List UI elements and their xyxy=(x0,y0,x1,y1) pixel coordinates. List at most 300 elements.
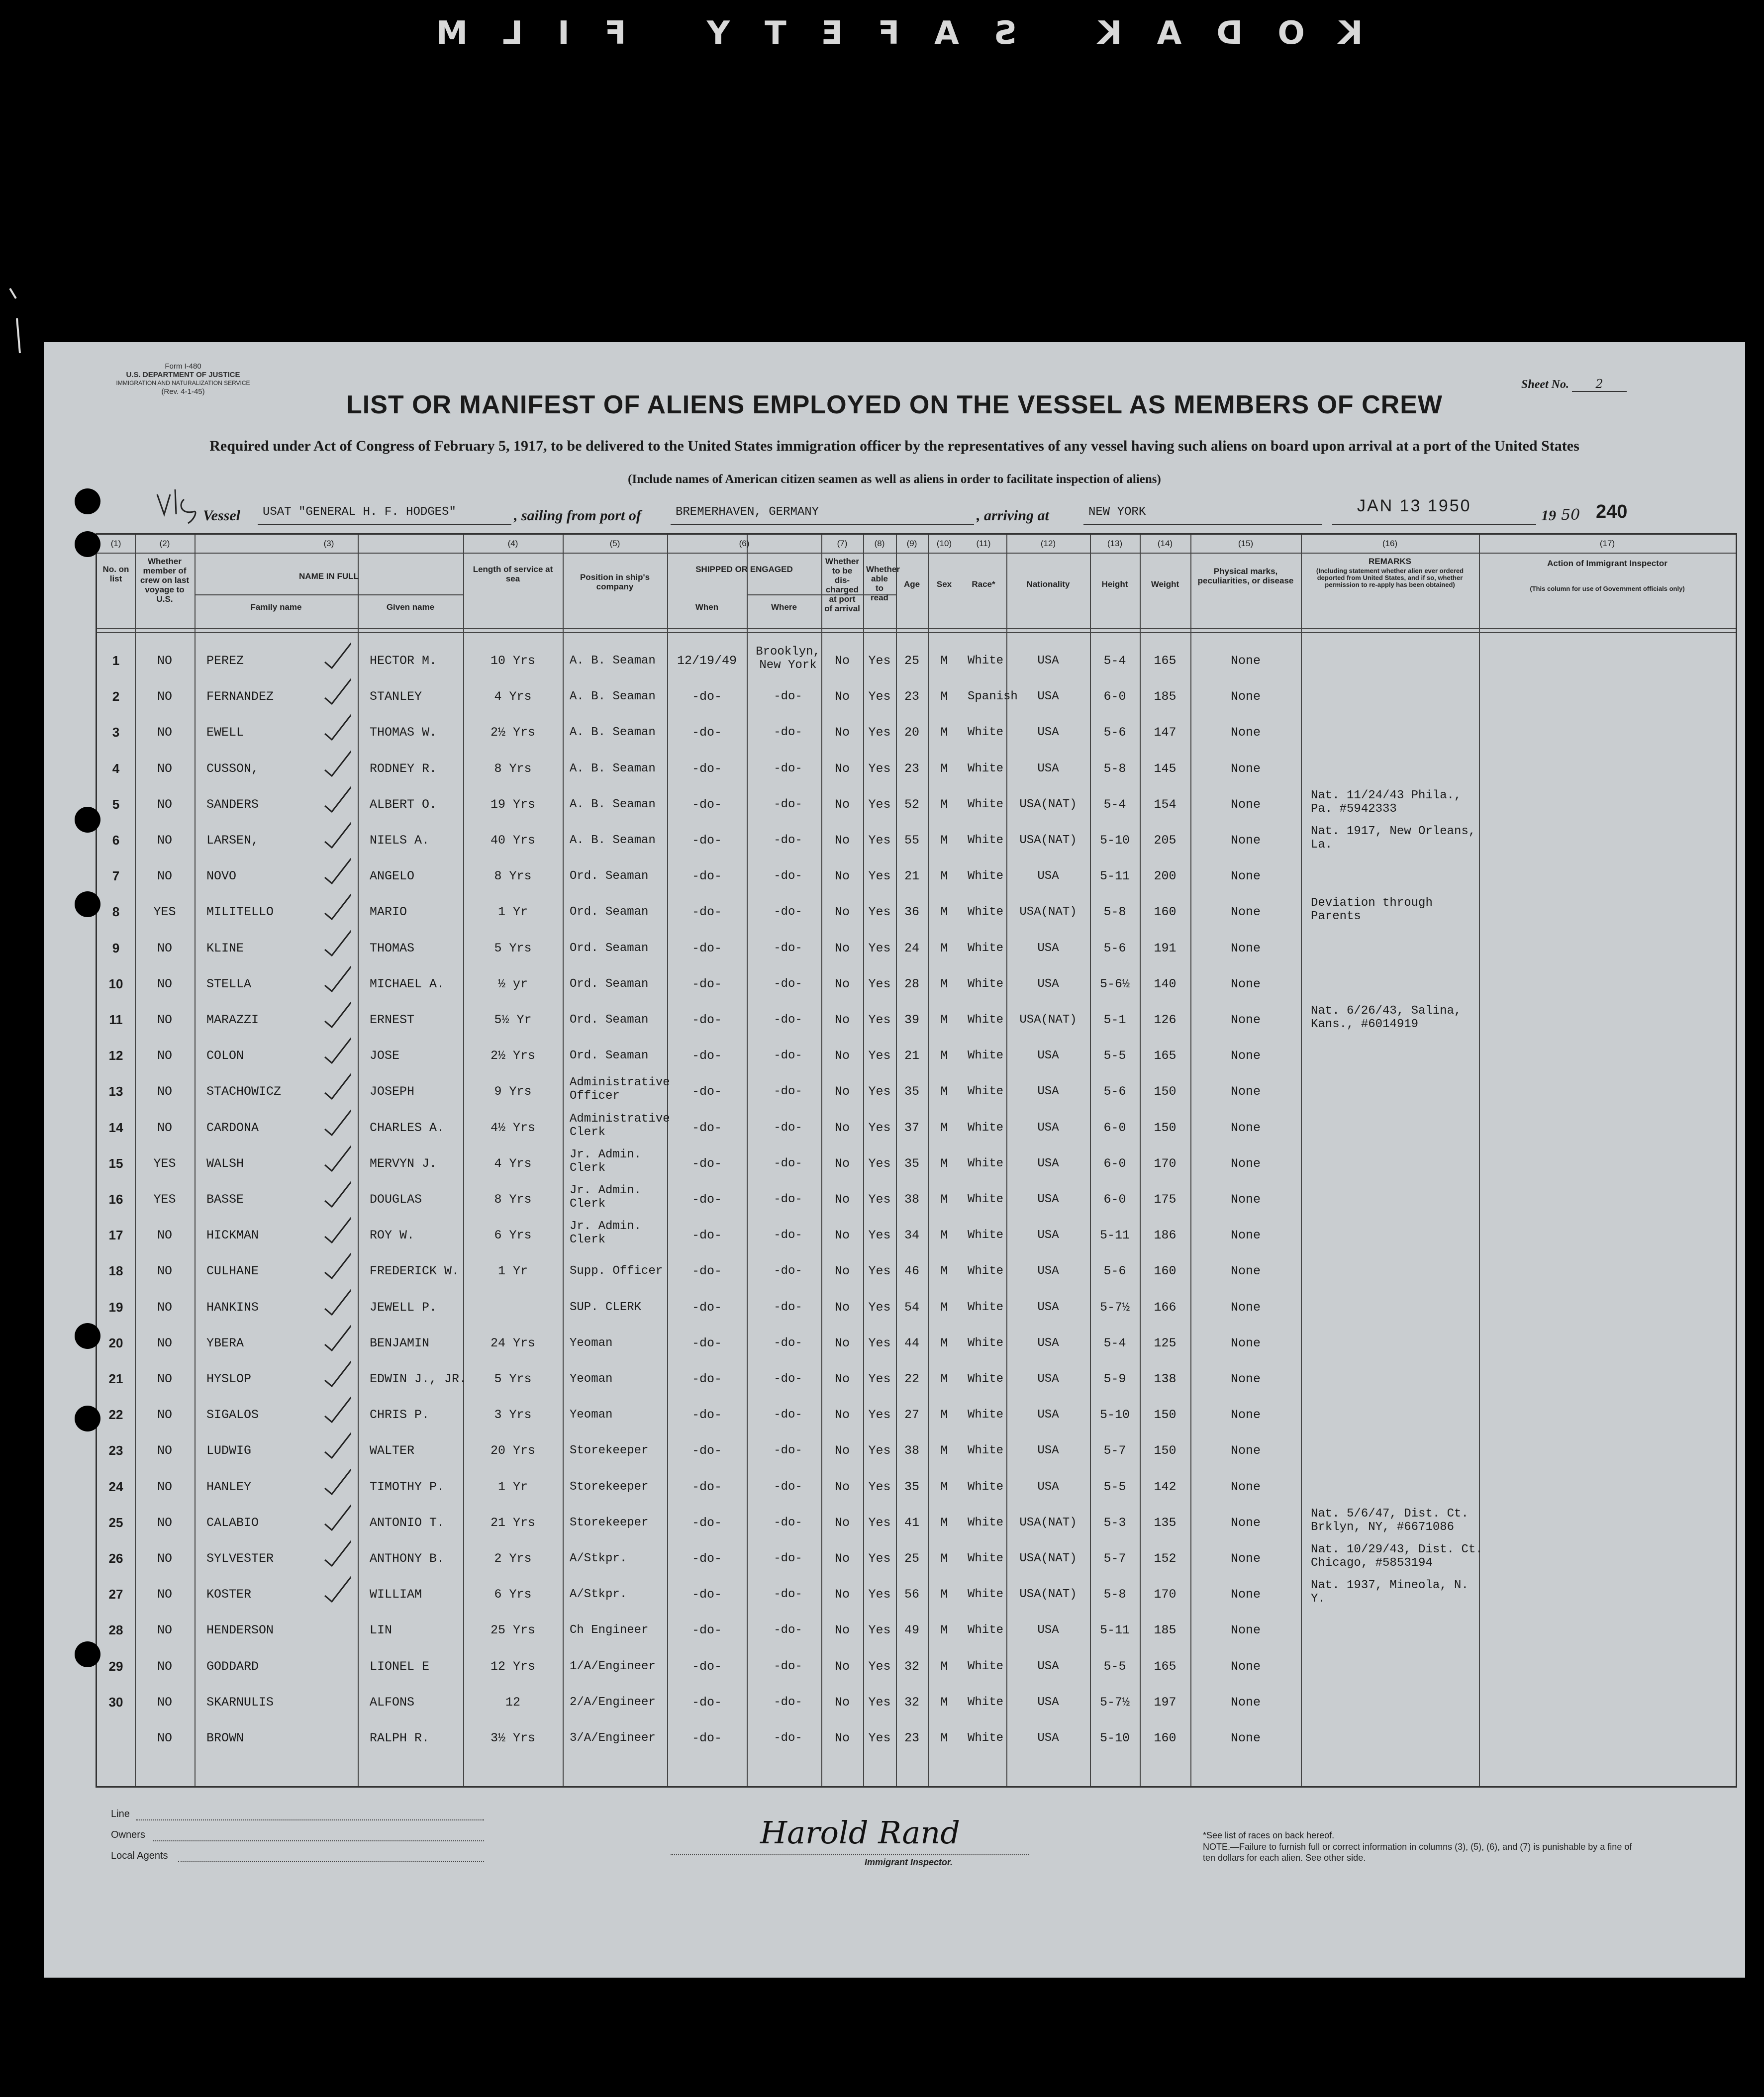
cell-weight: 147 xyxy=(1154,725,1176,740)
cell-given: JOSE xyxy=(370,1048,400,1063)
cell-position: A. B. Seaman xyxy=(570,762,656,775)
column-number: (7) xyxy=(837,539,848,548)
cell-age: 54 xyxy=(904,1300,919,1315)
cell-when: -do- xyxy=(691,1120,722,1135)
check-mark-icon xyxy=(321,1070,351,1100)
line-label: Line xyxy=(111,1809,130,1819)
check-mark-icon xyxy=(321,1178,351,1208)
cell-nationality: USA xyxy=(1037,1121,1059,1135)
inspector-signature: Harold Rand xyxy=(760,1814,960,1851)
cell-age: 38 xyxy=(904,1192,919,1207)
page-title: LIST OR MANIFEST OF ALIENS EMPLOYED ON THE VESSEL AS MEMBERS OF CREW xyxy=(346,390,1443,419)
cell-nationality: USA xyxy=(1037,762,1059,775)
department-name: U.S. DEPARTMENT OF JUSTICE xyxy=(126,371,240,379)
cell-weight: 191 xyxy=(1154,941,1176,955)
cell-marks: None xyxy=(1230,1443,1261,1458)
film-scratch-mark xyxy=(5,279,25,358)
cell-nationality: USA xyxy=(1037,1264,1059,1278)
cell-position: Storekeeper xyxy=(570,1516,649,1529)
cell-family: PEREZ xyxy=(206,654,244,668)
cell-nationality: USA xyxy=(1037,1300,1059,1314)
cell-where: -do- xyxy=(774,1193,802,1206)
cell-sex: M xyxy=(940,1192,948,1207)
cell-nationality: USA(NAT) xyxy=(1019,834,1077,847)
cell-when: -do- xyxy=(691,1335,722,1350)
cell-family: CARDONA xyxy=(206,1120,259,1135)
cell-where: -do- xyxy=(774,869,802,883)
cell-member: NO xyxy=(157,1551,172,1566)
cell-age: 37 xyxy=(904,1120,919,1135)
cell-length: 1 Yr xyxy=(497,905,528,920)
check-mark-icon xyxy=(321,1106,351,1136)
cell-marks: None xyxy=(1230,797,1261,812)
cell-member: NO xyxy=(157,1731,172,1745)
cell-race: White xyxy=(968,977,1004,991)
cell-where: -do- xyxy=(774,1552,802,1565)
vessel-name: USAT "GENERAL H. F. HODGES" xyxy=(263,505,456,519)
cell-height: 5-9 xyxy=(1103,1372,1126,1386)
cell-marks: None xyxy=(1230,1084,1261,1099)
cell-read: Yes xyxy=(868,1084,891,1099)
cell-marks: None xyxy=(1230,654,1261,668)
cell-height: 5-7 xyxy=(1103,1551,1126,1566)
cell-weight: 186 xyxy=(1154,1228,1176,1243)
cell-nationality: USA xyxy=(1037,1049,1059,1063)
cell-height: 5-5 xyxy=(1103,1659,1126,1674)
cell-height: 5-10 xyxy=(1099,1408,1130,1423)
check-mark-icon xyxy=(321,675,351,705)
cell-given: ALBERT O. xyxy=(370,797,437,812)
cell-race: White xyxy=(968,1408,1004,1422)
cell-n: 10 xyxy=(108,976,123,991)
cell-member: NO xyxy=(157,1515,172,1530)
cell-discharged: No xyxy=(834,1479,850,1494)
cell-position: Administrative Officer xyxy=(570,1076,670,1103)
cell-when: -do- xyxy=(691,689,722,704)
cell-when: -do- xyxy=(691,725,722,740)
column-number: (4) xyxy=(507,539,518,548)
cell-n: 13 xyxy=(108,1084,123,1099)
cell-weight: 165 xyxy=(1154,1659,1176,1674)
line-field xyxy=(136,1819,484,1820)
cell-discharged: No xyxy=(834,689,850,704)
cell-where: -do- xyxy=(774,1659,802,1673)
cell-remarks: Deviation through Parents xyxy=(1311,896,1433,924)
cell-age: 32 xyxy=(904,1695,919,1710)
cell-read: Yes xyxy=(868,1408,891,1423)
cell-weight: 170 xyxy=(1154,1156,1176,1171)
cell-discharged: No xyxy=(834,1695,850,1710)
cell-when: -do- xyxy=(691,976,722,991)
cell-marks: None xyxy=(1230,1300,1261,1315)
cell-race: White xyxy=(968,1085,1004,1099)
cell-member: NO xyxy=(157,654,172,668)
cell-where: -do- xyxy=(774,762,802,775)
cell-family: KOSTER xyxy=(206,1587,252,1602)
cell-race: White xyxy=(968,762,1004,775)
cell-height: 5-6 xyxy=(1103,725,1126,740)
check-mark-icon xyxy=(321,962,351,992)
cell-nationality: USA(NAT) xyxy=(1019,1552,1077,1565)
cell-where: -do- xyxy=(774,726,802,740)
cell-position: Yeoman xyxy=(570,1372,613,1386)
punch-hole xyxy=(75,891,100,917)
cell-when: -do- xyxy=(691,761,722,776)
cell-nationality: USA xyxy=(1037,1193,1059,1206)
arriving-underline xyxy=(1083,524,1322,525)
cell-discharged: No xyxy=(834,797,850,812)
cell-family: LUDWIG xyxy=(206,1443,252,1458)
cell-race: White xyxy=(968,1444,1004,1458)
cell-read: Yes xyxy=(868,1551,891,1566)
cell-n: 28 xyxy=(108,1622,123,1638)
cell-read: Yes xyxy=(868,1228,891,1243)
cell-given: HECTOR M. xyxy=(370,654,437,668)
cell-weight: 145 xyxy=(1154,761,1176,776)
cell-height: 5-5 xyxy=(1103,1479,1126,1494)
cell-nationality: USA xyxy=(1037,1659,1059,1673)
race-header: Race* xyxy=(972,579,995,589)
cell-read: Yes xyxy=(868,1659,891,1674)
cell-given: RALPH R. xyxy=(370,1731,430,1745)
cell-marks: None xyxy=(1230,1731,1261,1745)
vessel-line xyxy=(44,496,1745,529)
arriving-label: , arriving at xyxy=(977,507,1049,524)
cell-position: A/Stkpr. xyxy=(570,1588,627,1602)
cell-age: 49 xyxy=(904,1623,919,1638)
inspector-label: Immigrant Inspector. xyxy=(865,1857,953,1867)
cell-position: Ord. Seaman xyxy=(570,905,649,919)
cell-position: Storekeeper xyxy=(570,1480,649,1494)
table-row xyxy=(97,1619,1736,1654)
cell-marks: None xyxy=(1230,761,1261,776)
cell-length: 9 Yrs xyxy=(494,1084,532,1099)
cell-read: Yes xyxy=(868,1515,891,1530)
cell-family: GODDARD xyxy=(206,1659,259,1674)
cell-family: HYSLOP xyxy=(206,1372,252,1386)
cell-read: Yes xyxy=(868,797,891,812)
cell-n: 8 xyxy=(112,904,120,920)
cell-marks: None xyxy=(1230,1515,1261,1530)
cell-nationality: USA(NAT) xyxy=(1019,1588,1077,1602)
no-header: No. on list xyxy=(102,565,129,583)
cell-height: 5-11 xyxy=(1099,1228,1130,1243)
cell-member: NO xyxy=(157,797,172,812)
cell-height: 5-10 xyxy=(1099,1731,1130,1745)
sailing-underline xyxy=(671,524,974,525)
cell-discharged: No xyxy=(834,1623,850,1638)
cell-race: White xyxy=(968,869,1004,883)
cell-where: -do- xyxy=(774,1156,802,1170)
cell-sex: M xyxy=(940,689,948,704)
cell-where: -do- xyxy=(774,1516,802,1529)
cell-read: Yes xyxy=(868,654,891,668)
cell-where: -do- xyxy=(774,1264,802,1278)
cell-weight: 160 xyxy=(1154,1731,1176,1745)
cell-sex: M xyxy=(940,1013,948,1027)
cell-nationality: USA xyxy=(1037,1085,1059,1099)
cell-sex: M xyxy=(940,725,948,740)
column-number: (9) xyxy=(906,539,917,548)
cell-member: NO xyxy=(157,689,172,704)
cell-discharged: No xyxy=(834,1300,850,1315)
cell-weight: 185 xyxy=(1154,1623,1176,1638)
cell-age: 23 xyxy=(904,1731,919,1745)
cell-height: 5-4 xyxy=(1103,797,1126,812)
cell-race: White xyxy=(968,1552,1004,1565)
punch-hole xyxy=(75,1323,100,1349)
cell-position: A. B. Seaman xyxy=(570,726,656,740)
cell-given: EDWIN J., JR. xyxy=(370,1372,467,1386)
service-name: IMMIGRATION AND NATURALIZATION SERVICE xyxy=(116,380,250,386)
race-note: *See list of races on back hereof. xyxy=(1203,1830,1335,1840)
cell-weight: 150 xyxy=(1154,1120,1176,1135)
cell-read: Yes xyxy=(868,833,891,848)
column-number: (13) xyxy=(1107,539,1123,548)
check-mark-icon xyxy=(321,1501,351,1531)
cell-position: Supp. Officer xyxy=(570,1264,663,1278)
cell-weight: 205 xyxy=(1154,833,1176,848)
cell-read: Yes xyxy=(868,1623,891,1638)
cell-length: 5½ Yr xyxy=(494,1013,532,1027)
cell-marks: None xyxy=(1230,689,1261,704)
cell-weight: 154 xyxy=(1154,797,1176,812)
cell-sex: M xyxy=(940,1048,948,1063)
cell-member: YES xyxy=(153,1192,176,1207)
cell-marks: None xyxy=(1230,1335,1261,1350)
cell-family: MARAZZI xyxy=(206,1013,259,1027)
cell-length: 3½ Yrs xyxy=(490,1731,535,1745)
cell-read: Yes xyxy=(868,689,891,704)
form-number: Form I-480 xyxy=(165,362,201,371)
cell-sex: M xyxy=(940,1264,948,1279)
cell-race: White xyxy=(968,1623,1004,1637)
cell-height: 5-1 xyxy=(1103,1013,1126,1027)
cell-read: Yes xyxy=(868,1048,891,1063)
cell-read: Yes xyxy=(868,1300,891,1315)
cell-family: COLON xyxy=(206,1048,244,1063)
cell-height: 6-0 xyxy=(1103,689,1126,704)
penalty-note: NOTE.—Failure to furnish full or correct information in columns (3), (5), (6), and (7) is punishable by a fine of ten dollars for each alien. See other side. xyxy=(1203,1842,1632,1863)
cell-remarks: Nat. 10/29/43, Dist. Ct. Chicago, #5853194 xyxy=(1311,1543,1483,1570)
cell-given: NIELS A. xyxy=(370,833,430,848)
cell-length: 8 Yrs xyxy=(494,761,532,776)
cell-sex: M xyxy=(940,1084,948,1099)
discharged-header: Whether to be dis-charged at port of arrival xyxy=(824,557,860,613)
cell-read: Yes xyxy=(868,905,891,920)
cell-sex: M xyxy=(940,1731,948,1745)
cell-age: 55 xyxy=(904,833,919,848)
cell-height: 6-0 xyxy=(1103,1192,1126,1207)
column-number: (16) xyxy=(1382,539,1398,548)
cell-family: CALABIO xyxy=(206,1515,259,1530)
cell-race: White xyxy=(968,1480,1004,1494)
cell-given: LIONEL E xyxy=(370,1659,430,1674)
cell-member: NO xyxy=(157,1013,172,1027)
cell-length: 4 Yrs xyxy=(494,689,532,704)
cell-age: 25 xyxy=(904,1551,919,1566)
cell-discharged: No xyxy=(834,976,850,991)
cell-where: -do- xyxy=(774,941,802,955)
cell-member: NO xyxy=(157,833,172,848)
cell-height: 5-5 xyxy=(1103,1048,1126,1063)
cell-given: DOUGLAS xyxy=(370,1192,422,1207)
header-rule xyxy=(195,594,463,595)
cell-where: -do- xyxy=(774,1695,802,1709)
cell-position: Ord. Seaman xyxy=(570,869,649,883)
cell-remarks: Nat. 5/6/47, Dist. Ct. Brklyn, NY, #6671086 xyxy=(1311,1507,1469,1534)
cell-nationality: USA xyxy=(1037,726,1059,740)
cell-n: 18 xyxy=(108,1263,123,1279)
cell-marks: None xyxy=(1230,905,1261,920)
height-header: Height xyxy=(1101,579,1128,589)
cell-given: THOMAS W. xyxy=(370,725,437,740)
cell-member: NO xyxy=(157,1084,172,1099)
cell-when: -do- xyxy=(691,1443,722,1458)
cell-age: 25 xyxy=(904,654,919,668)
cell-discharged: No xyxy=(834,654,850,668)
sailing-label: , sailing from port of xyxy=(514,507,641,524)
cell-sex: M xyxy=(940,1228,948,1243)
cell-marks: None xyxy=(1230,1156,1261,1171)
cell-weight: 126 xyxy=(1154,1013,1176,1027)
cell-weight: 165 xyxy=(1154,654,1176,668)
cell-sex: M xyxy=(940,1156,948,1171)
cell-n: 22 xyxy=(108,1407,123,1423)
header-rule xyxy=(97,628,1736,629)
cell-discharged: No xyxy=(834,1264,850,1279)
cell-marks: None xyxy=(1230,941,1261,955)
cell-where: -do- xyxy=(774,977,802,991)
page-subtitle: Required under Act of Congress of February 5, 1917, to be delivered to the United States immigration officer by the representatives of any vessel having such aliens on board upon arrival at a port of the United States xyxy=(209,438,1579,454)
cell-height: 5-8 xyxy=(1103,761,1126,776)
cell-weight: 160 xyxy=(1154,1264,1176,1279)
cell-family: HANLEY xyxy=(206,1479,252,1494)
cell-position: A. B. Seaman xyxy=(570,834,656,847)
cell-read: Yes xyxy=(868,1013,891,1027)
length-header: Length of service at sea xyxy=(473,565,553,583)
cell-member: NO xyxy=(157,976,172,991)
cell-n: 25 xyxy=(108,1515,123,1530)
cell-age: 22 xyxy=(904,1372,919,1386)
column-number: (10) xyxy=(936,539,952,548)
cell-discharged: No xyxy=(834,1084,850,1099)
cell-nationality: USA xyxy=(1037,1156,1059,1170)
cell-when: -do- xyxy=(691,1515,722,1530)
cell-n: 27 xyxy=(108,1587,123,1602)
cell-position: A/Stkpr. xyxy=(570,1552,627,1565)
name-header: NAME IN FULL xyxy=(299,572,359,581)
column-number: (3) xyxy=(323,539,334,548)
cell-age: 23 xyxy=(904,689,919,704)
vessel-label: Vessel xyxy=(203,507,240,524)
cell-family: SANDERS xyxy=(206,797,259,812)
cell-read: Yes xyxy=(868,941,891,955)
cell-length: 24 Yrs xyxy=(490,1335,535,1350)
cell-position: A. B. Seaman xyxy=(570,797,656,811)
cell-where: -do- xyxy=(774,1336,802,1350)
remarks-header: REMARKS xyxy=(1369,557,1411,566)
cell-sex: M xyxy=(940,1120,948,1135)
cell-weight: 185 xyxy=(1154,689,1176,704)
check-mark-icon xyxy=(321,855,351,884)
cell-sex: M xyxy=(940,1372,948,1386)
cell-given: WILLIAM xyxy=(370,1587,422,1602)
cell-marks: None xyxy=(1230,869,1261,884)
page-subnote: (Include names of American citizen seamen as well as aliens in order to facilitate inspection of aliens) xyxy=(628,473,1161,486)
cell-when: -do- xyxy=(691,1156,722,1171)
cell-read: Yes xyxy=(868,1156,891,1171)
signature-line xyxy=(671,1854,1029,1855)
cell-race: White xyxy=(968,1049,1004,1063)
cell-given: WALTER xyxy=(370,1443,415,1458)
cell-where: -do- xyxy=(774,1121,802,1135)
cell-given: MICHAEL A. xyxy=(370,976,445,991)
cell-race: White xyxy=(968,941,1004,955)
crew-manifest-table xyxy=(96,533,1737,1788)
cell-race: White xyxy=(968,1695,1004,1709)
cell-given: ANTHONY B. xyxy=(370,1551,445,1566)
cell-family: BROWN xyxy=(206,1731,244,1745)
column-number: (15) xyxy=(1238,539,1254,548)
cell-weight: 125 xyxy=(1154,1335,1176,1350)
cell-length: 2½ Yrs xyxy=(490,725,535,740)
cell-read: Yes xyxy=(868,1479,891,1494)
cell-age: 35 xyxy=(904,1084,919,1099)
cell-when: -do- xyxy=(691,833,722,848)
header-rule xyxy=(97,553,1736,554)
cell-weight: 166 xyxy=(1154,1300,1176,1315)
cell-n: 12 xyxy=(108,1048,123,1063)
initials-mark xyxy=(153,484,208,524)
nationality-header: Nationality xyxy=(1026,579,1070,589)
cell-read: Yes xyxy=(868,1731,891,1745)
cell-member: NO xyxy=(157,869,172,884)
cell-family: FERNANDEZ xyxy=(206,689,274,704)
cell-discharged: No xyxy=(834,1515,850,1530)
cell-marks: None xyxy=(1230,1623,1261,1638)
cell-when: -do- xyxy=(691,1048,722,1063)
cell-when: -do- xyxy=(691,1623,722,1638)
cell-given: BENJAMIN xyxy=(370,1335,430,1350)
cell-race: White xyxy=(968,726,1004,740)
cell-member: NO xyxy=(157,1228,172,1243)
table-row xyxy=(97,1691,1736,1726)
cell-discharged: No xyxy=(834,1335,850,1350)
cell-length: 40 Yrs xyxy=(490,833,535,848)
cell-age: 24 xyxy=(904,941,919,955)
cell-family: CUSSON, xyxy=(206,761,259,776)
cell-sex: M xyxy=(940,1551,948,1566)
cell-sex: M xyxy=(940,1443,948,1458)
cell-when: -do- xyxy=(691,941,722,955)
cell-race: White xyxy=(968,1372,1004,1386)
cell-position: Jr. Admin. Clerk xyxy=(570,1184,642,1211)
cell-nationality: USA xyxy=(1037,1444,1059,1458)
table-row xyxy=(97,1655,1736,1691)
punch-hole xyxy=(75,531,100,557)
cell-family: SIGALOS xyxy=(206,1408,259,1423)
cell-sex: M xyxy=(940,869,948,884)
cell-family: YBERA xyxy=(206,1335,244,1350)
cell-member: NO xyxy=(157,1408,172,1423)
cell-when: 12/19/49 xyxy=(677,654,737,668)
cell-when: -do- xyxy=(691,1659,722,1674)
cell-when: -do- xyxy=(691,1551,722,1566)
cell-given: FREDERICK W. xyxy=(370,1264,460,1279)
cell-discharged: No xyxy=(834,1408,850,1423)
cell-n: 20 xyxy=(108,1335,123,1350)
